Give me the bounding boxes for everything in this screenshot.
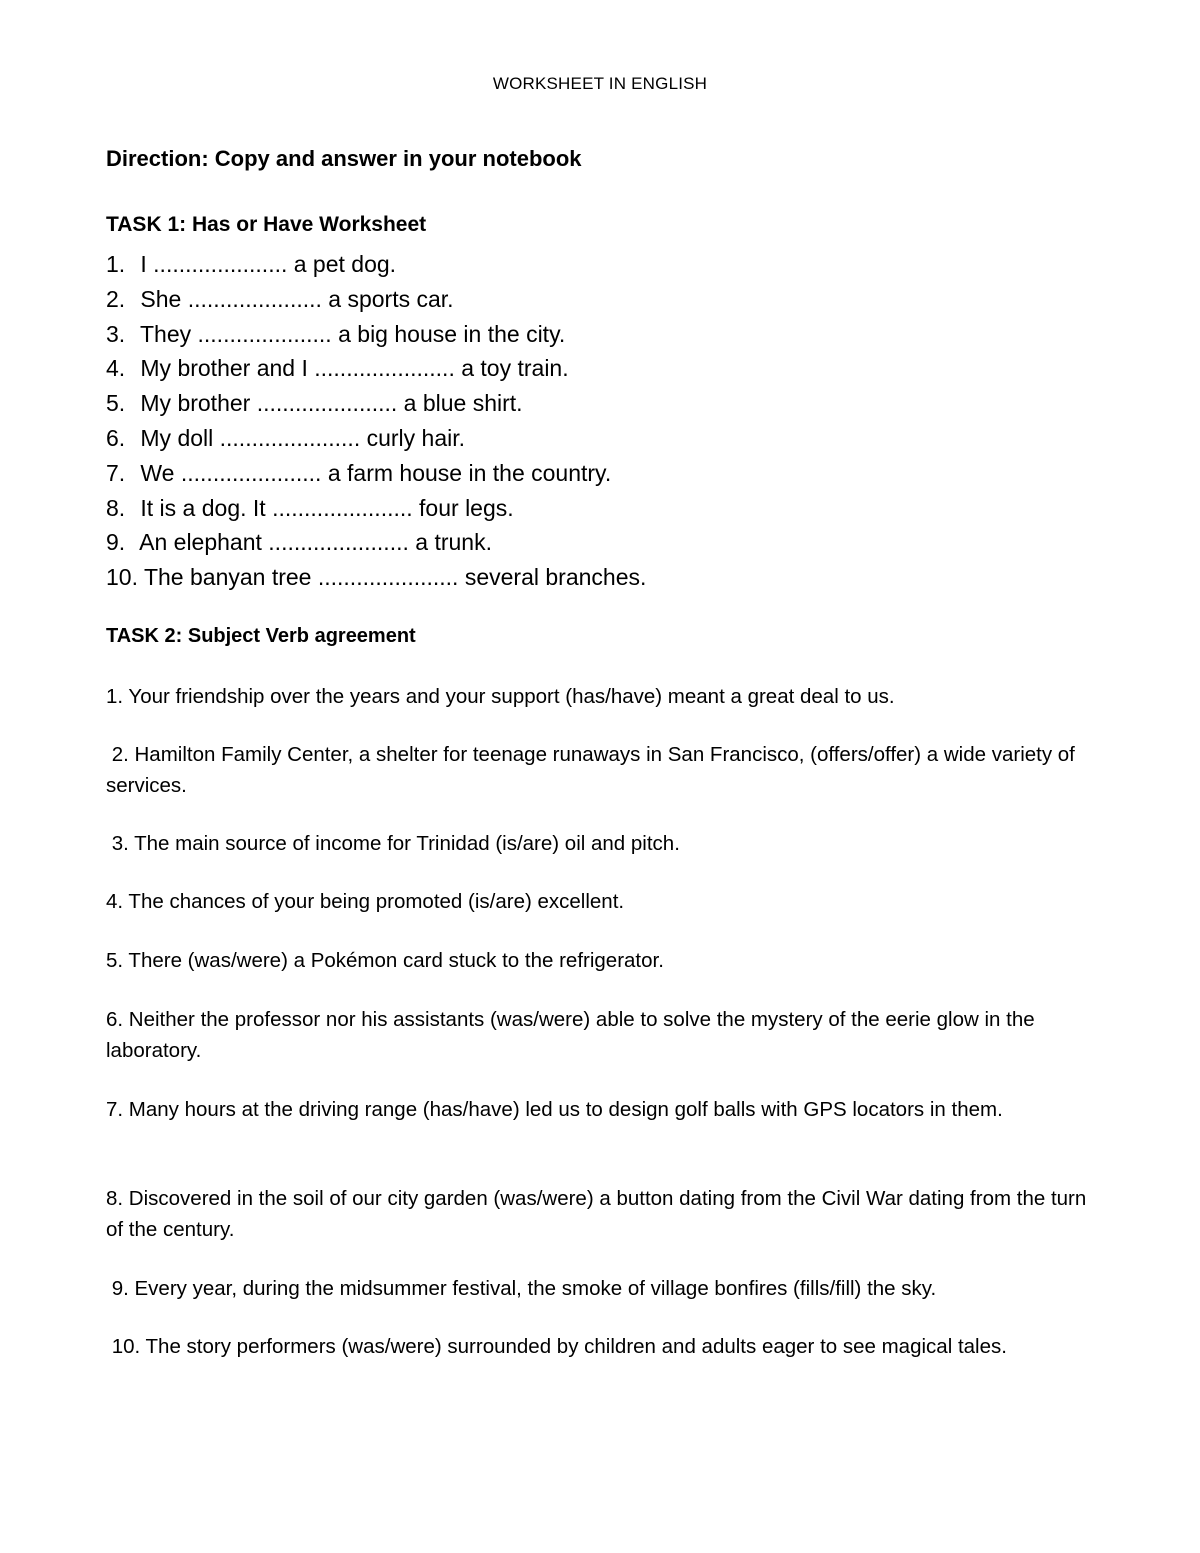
task1-item-text: I ..................... a pet dog. [140,251,397,277]
task2-item: 4. The chances of your being promoted (is/are) excellent. [106,890,625,913]
task1-item-number: 7. [106,459,126,486]
task2-item: 2. Hamilton Family Center, a shelter for teenage runaways in San Francisco, (offers/offer) a wide variety of services. [106,743,1081,797]
task1-item-text: She ..................... a sports car. [140,285,454,312]
task1-item-number: 8. [106,494,126,521]
task1-item [106,525,646,560]
task1-item-text: My doll ...................... curly hair. [140,424,466,451]
task1-item-number: 1. [106,251,126,277]
task1-item-number: 5. [106,390,126,417]
task2-item: 1. Your friendship over the years and your support (has/have) meant a great deal to us. [106,685,895,708]
task1-item-text: My brother and I ...................... a toy train. [140,355,569,382]
task2-item: 7. Many hours at the driving range (has/have) led us to design golf balls with GPS locators in them. [106,1098,1003,1121]
task1-item-number: 4. [106,355,126,382]
task1-item-text: My brother ...................... a blue shirt. [140,390,523,417]
task1-item-text: It is a dog. It ...................... four legs. [140,494,514,521]
task1-item-number: 2. [106,285,126,312]
task2-item: 10. The story performers (was/were) surrounded by children and adults eager to see magical tales. [106,1335,1007,1358]
task1-item-number: 10. [106,564,138,591]
task2-heading: TASK 2: Subject Verb agreement [106,625,416,647]
task2-item: 3. The main source of income for Trinidad (is/are) oil and pitch. [106,832,680,855]
task1-item [106,421,646,456]
task1-item [106,247,646,282]
task1-heading: TASK 1: Has or Have Worksheet [106,213,427,236]
task1-item-text: We ...................... a farm house in the country. [140,459,612,486]
page-title: WORKSHEET IN ENGLISH [492,74,708,93]
task1-item-number: 9. [106,529,126,556]
task1-item-text: An elephant ...................... a trunk. [139,529,492,556]
task1-item-number: 3. [106,320,126,347]
task2-item: 9. Every year, during the midsummer festival, the smoke of village bonfires (fills/fill) the sky. [106,1277,937,1300]
task1-item [106,351,646,386]
task1-item [106,317,646,352]
task1-item [106,560,646,595]
task2-item: 8. Discovered in the soil of our city garden (was/were) a button dating from the Civil War dating from the turn of the century. [106,1187,1087,1241]
task2-item: 5. There (was/were) a Pokémon card stuck to the refrigerator. [106,949,664,972]
task1-item [106,491,646,526]
task1-item-text: The banyan tree ...................... several branches. [143,564,647,591]
task2-item: 6. Neither the professor nor his assistants (was/were) able to solve the mystery of the eerie glow in the laboratory. [106,1008,1035,1062]
task1-item-number: 6. [106,424,126,451]
task1-list [106,247,646,595]
direction-text: Direction: Copy and answer in your notebook [106,146,582,171]
task1-item [106,282,646,317]
task1-item [106,456,646,491]
task1-item-text: They ..................... a big house in the city. [139,320,566,347]
task1-item [106,386,646,421]
